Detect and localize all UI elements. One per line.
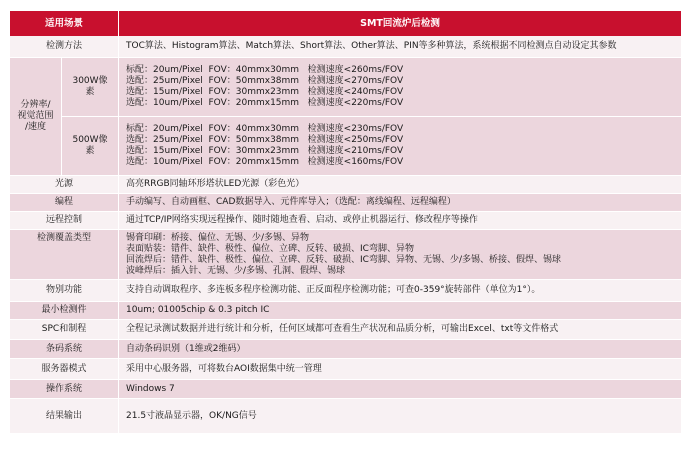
header-title: SMT回流炉后检测 [119, 11, 681, 36]
table-row [10, 320, 681, 340]
row-value: 通过TCP/IP网络实现远程操作、随时随地查看、启动、或停止机器运行、修改程序等操作 [119, 212, 681, 230]
row-value: Windows 7 [119, 380, 681, 399]
row-label: 检测方法 [10, 36, 119, 58]
table-row [10, 380, 681, 399]
resolution-specs-300w: 标配：20um/Pixel FOV：40mmx30mm 检测速度<260ms/FOV 选配：25um/Pixel FOV：50mmx38mm 检测速度<270ms/FOV 选配：15um/Pixel FOV：30mmx23mm 检测速度<240ms/FOV 选配：10um/Pixel FOV：20mmx15mm 检测速度<220ms/FOV [119, 58, 681, 117]
header-scene: 适用场景 [10, 11, 119, 36]
resolution-label: 分辨率/ 视觉范围 /速度 [10, 58, 62, 176]
row-label: 条码系统 [10, 340, 119, 359]
row-label: 操作系统 [10, 380, 119, 399]
row-value: 全程记录测试数据并进行统计和分析，任何区域都可查看生产状况和品质分析，可输出Excel、txt等文件格式 [119, 320, 681, 340]
row-value: 高亮RRGB同轴环形塔状LED光源（彩色光） [119, 176, 681, 194]
row-value: 自动条码识别（1维或2维码） [119, 340, 681, 359]
table-row [10, 340, 681, 359]
spec-table [10, 11, 681, 434]
row-label: 服务器模式 [10, 359, 119, 380]
row-value: 支持自动调取程序、多连板多程序检测功能、正反面程序检测功能；可查0-359°旋转部件（单位为1°）。 [119, 280, 681, 302]
row-label: 远程控制 [10, 212, 119, 230]
table-row [10, 194, 681, 212]
row-value: TOC算法、Histogram算法、Match算法、Short算法、Other算法、PIN等多种算法，系统根据不同检测点自动设定其参数 [119, 36, 681, 58]
row-value: 采用中心服务器，可将数台AOI数据集中统一管理 [119, 359, 681, 380]
table-row [10, 212, 681, 230]
row-label: SPC和制程 [10, 320, 119, 340]
table-row [10, 230, 681, 280]
table-row [10, 176, 681, 194]
row-label: 光源 [10, 176, 119, 194]
coverage-label: 检测覆盖类型 [10, 230, 119, 280]
row-label: 结果输出 [10, 399, 119, 434]
row-label: 物别功能 [10, 280, 119, 302]
table-row [10, 36, 681, 58]
row-value: 10um; 01005chip & 0.3 pitch IC [119, 302, 681, 320]
row-label: 最小检测件 [10, 302, 119, 320]
resolution-group-500w: 500W像 素 [62, 117, 119, 176]
table-row [10, 280, 681, 302]
coverage-list: 锡膏印刷：桥接、偏位、无锡、少/多锡、异物 表面贴装：错件、缺件、极性、偏位、立碑、反转、破损、IC弯脚、异物 回流焊后：错件、缺件、极性、偏位、立碑、反转、破损、IC弯脚、异物、无锡、少/多锡、桥接、假焊、锡球 波峰焊后：插入针、无锡、少/多锡、孔洞、假焊、锡球 [119, 230, 681, 280]
row-label: 编程 [10, 194, 119, 212]
table-row [10, 302, 681, 320]
row-value: 21.5寸液晶显示器，OK/NG信号 [119, 399, 681, 434]
table-row [10, 359, 681, 380]
resolution-specs-500w: 标配：20um/Pixel FOV：40mmx30mm 检测速度<230ms/FOV 选配：25um/Pixel FOV：50mmx38mm 检测速度<250ms/FOV 选配：15um/Pixel FOV：30mmx23mm 检测速度<210ms/FOV 选配：10um/Pixel FOV：20mmx15mm 检测速度<160ms/FOV [119, 117, 681, 176]
table-header [10, 11, 681, 36]
table-row [10, 117, 681, 176]
resolution-group-300w: 300W像 素 [62, 58, 119, 117]
table-row [10, 58, 681, 117]
row-value: 手动编写、自动画框、CAD数据导入、元件库导入；（选配：离线编程、远程编程） [119, 194, 681, 212]
table-row [10, 399, 681, 434]
